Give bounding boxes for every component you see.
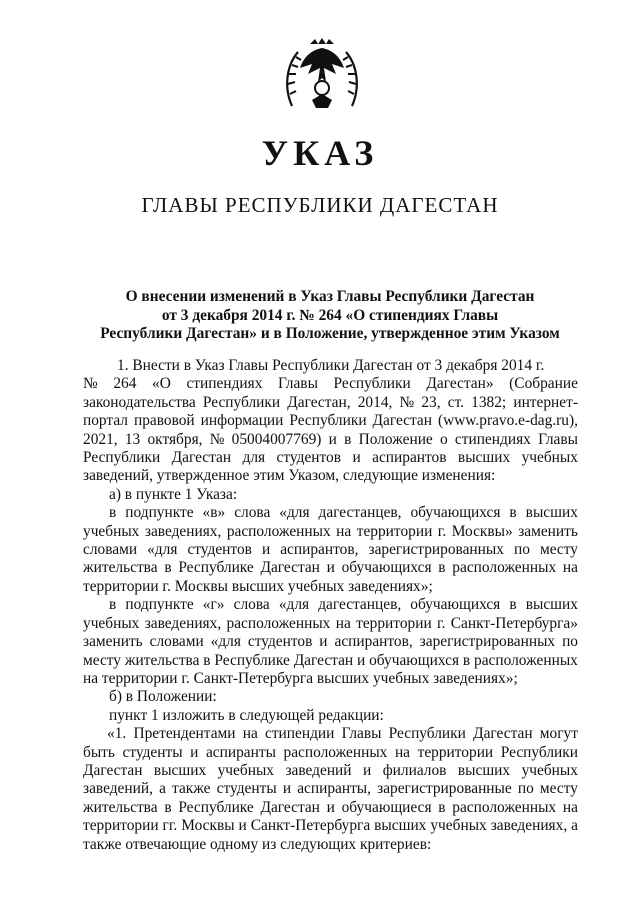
heading-line: от 3 декабря 2014 г. № 264 «О стипендиях Главы bbox=[161, 306, 499, 324]
body-line: учебных заведениях, расположенных на территории г. Санкт-Петербурга» bbox=[83, 614, 578, 632]
body-line: 1. Внести в Указ Главы Республики Дагестан от 3 декабря 2014 г. bbox=[117, 357, 545, 374]
dagestan-emblem-icon bbox=[282, 38, 362, 112]
body-line: пункт 1 изложить в следующей редакции: bbox=[109, 706, 384, 724]
body-line: в подпункте «в» слова «для дагестанцев, обучающихся в высших bbox=[109, 504, 578, 522]
body-line: заведений, а также студенты и аспиранты, зарегистрированные по месту bbox=[83, 780, 578, 798]
body-line: в подпункте «г» слова «для дагестанцев, обучающихся в высших bbox=[109, 596, 578, 614]
body-line: б) в Положении: bbox=[109, 688, 217, 706]
body-line: жительства в Республике Дагестан и обучающихся в расположенных на bbox=[83, 559, 578, 577]
body-line: 2021, 13 октября, № 05004007769) и в Положение о стипендиях Главы bbox=[83, 430, 578, 448]
body-line: также отвечающие одному из следующих критериев: bbox=[83, 835, 432, 853]
body-line: «1. Претендентами на стипендии Главы Республики Дагестан могут bbox=[107, 725, 578, 743]
body-line: быть студенты и аспиранты расположенных на территории Республики bbox=[83, 743, 578, 761]
body-line: а) в пункте 1 Указа: bbox=[109, 485, 238, 503]
body-line: месту жительства в Республике Дагестан и обучающихся в расположенных bbox=[83, 651, 578, 669]
heading-line: О внесении изменений в Указ Главы Республики Дагестан bbox=[125, 288, 535, 305]
body-line: заведений, утвержденное этим Указом, следующие изменения: bbox=[83, 467, 496, 485]
decree-body bbox=[83, 357, 578, 854]
document-subtitle: ГЛАВЫ РЕСПУБЛИКИ ДАГЕСТАН bbox=[141, 193, 499, 217]
body-line: территории г. Москвы высших учебных заведениях»; bbox=[83, 577, 433, 595]
body-line: портал правовой информации Республики Дагестан (www.pravo.e-dag.ru), bbox=[83, 412, 578, 430]
heading-line: Республики Дагестан» и в Положение, утвержденное этим Указом bbox=[100, 325, 560, 342]
body-line: Дагестан высших учебных заведений и филиалов высших учебных bbox=[83, 761, 578, 779]
body-line: Республики Дагестан для студентов и аспирантов высших учебных bbox=[83, 449, 578, 467]
body-line: № 264 «О стипендиях Главы Республики Дагестан» (Собрание bbox=[83, 375, 578, 393]
body-line: заменить словами «для студентов и аспирантов, зарегистрированных по bbox=[83, 633, 578, 651]
body-line: законодательства Республики Дагестан, 2014, № 23, ст. 1382; интернет- bbox=[83, 393, 578, 411]
document-title: УКАЗ bbox=[261, 133, 379, 173]
body-line: на территории г. Санкт-Петербурга высших учебных заведениях»; bbox=[83, 669, 518, 687]
body-line: учебных заведениях, расположенных на территории г. Москвы» заменить bbox=[83, 522, 578, 540]
body-line: территории гг. Москвы и Санкт-Петербурга высших учебных заведениях, а bbox=[83, 817, 578, 835]
body-line: словами «для студентов и аспирантов, зарегистрированных по месту bbox=[83, 541, 578, 559]
decree-heading bbox=[60, 288, 600, 344]
body-line: жительства в Республике Дагестан и обучающиеся в расположенных на bbox=[83, 798, 578, 816]
